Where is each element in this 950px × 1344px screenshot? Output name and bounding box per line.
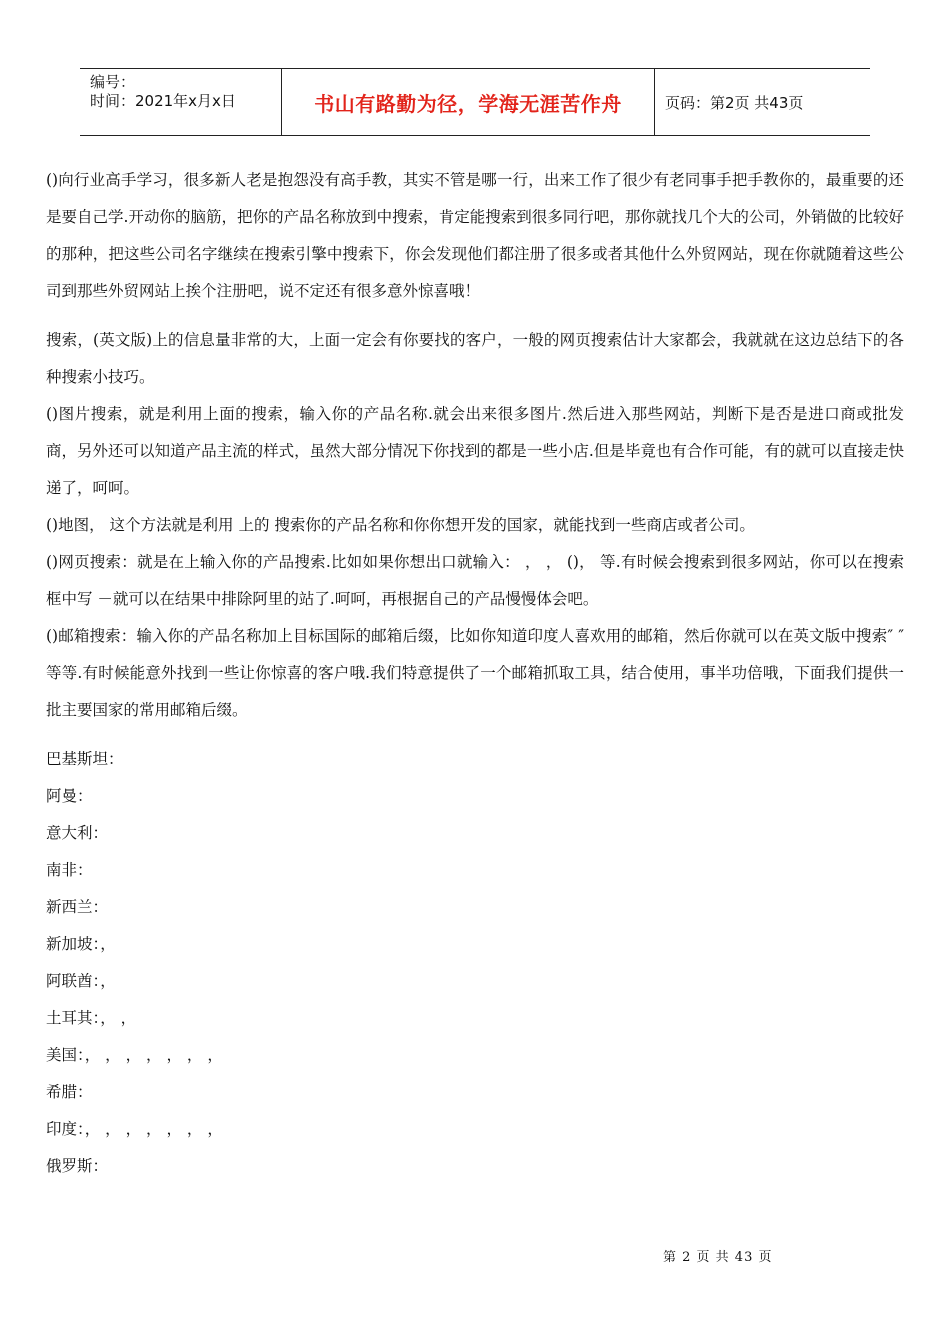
list-item: 南非： — [46, 861, 93, 879]
list-item: 阿联酋：， — [46, 972, 116, 990]
code-label: 编号： — [90, 73, 136, 91]
time-label: 时间：2021年x月x日 — [90, 92, 236, 110]
list-item: 印度：， ， ， ， ， ， ， — [46, 1120, 223, 1138]
paragraph-search-intro: 搜索，(英文版)上的信息量非常的大，上面一定会有你要找的客户，一般的网页搜索估计大家都会，我就就在这边总结下的各种搜索小技巧。 — [46, 331, 904, 386]
paragraph-map-search: ()地图， 这个方法就是利用 上的 搜索你的产品名称和你你想开发的国家，就能找到一些商店或者公司。 — [46, 516, 755, 534]
paragraph-learn-from-experts: ()向行业高手学习，很多新人老是抱怨没有高手教，其实不管是哪一行，出来工作了很少有老同事手把手教你的，最重要的还是要自己学.开动你的脑筋，把你的产品名称放到中搜索，肯定能搜索到很多同行吧，那你就找几个大的公司，外销做的比较好的那种，把这些公司名字继续在搜索引擎中搜索下，你会发现他们都注册了很多或者其他什么外贸网站，现在你就随着这些公司到那些外贸网站上挨个注册吧，说不定还有很多意外惊喜哦！ — [46, 171, 904, 300]
list-item: 巴基斯坦： — [46, 750, 124, 768]
page-header — [80, 68, 870, 136]
header-page-info: 页码：第2页 共43页 — [665, 93, 804, 112]
paragraph-web-search: ()网页搜索：就是在上输入你的产品搜索.比如如果你想出口就输入： ， ， ()， 等.有时候会搜索到很多网站，你可以在搜索框中写 －就可以在结果中排除阿里的站了.呵呵，再根据自己的产品慢慢体会吧。 — [46, 553, 904, 608]
list-item: 俄罗斯： — [46, 1157, 109, 1175]
paragraph-email-search: ()邮箱搜索：输入你的产品名称加上目标国际的邮箱后缀，比如你知道印度人喜欢用的邮箱，然后你就可以在英文版中搜索″ ″等等.有时候能意外找到一些让你惊喜的客户哦.我们特意提供了一个邮箱抓取工具，结合使用，事半功倍哦，下面我们提供一批主要国家的常用邮箱后缀。 — [46, 627, 904, 719]
list-item: 土耳其：， ， — [46, 1009, 137, 1027]
paragraph-image-search: ()图片搜索，就是利用上面的搜索，输入你的产品名称.就会出来很多图片.然后进入那些网站，判断下是否是进口商或批发商，另外还可以知道产品主流的样式，虽然大部分情况下你找到的都是一些小店.但是毕竟也有合作可能，有的就可以直接走快递了，呵呵。 — [46, 405, 904, 497]
header-meta — [80, 69, 282, 135]
document-body — [46, 162, 904, 1185]
header-motto: 书山有路勤为径，学海无涯苦作舟 — [282, 69, 655, 135]
page-footer: 第 2 页 共 43 页 — [663, 1250, 773, 1265]
list-item: 阿曼： — [46, 787, 93, 805]
list-item: 新西兰： — [46, 898, 109, 916]
list-item: 希腊： — [46, 1083, 93, 1101]
list-item: 美国：， ， ， ， ， ， ， — [46, 1046, 223, 1064]
list-item: 意大利： — [46, 824, 109, 842]
list-item: 新加坡：， — [46, 935, 116, 953]
